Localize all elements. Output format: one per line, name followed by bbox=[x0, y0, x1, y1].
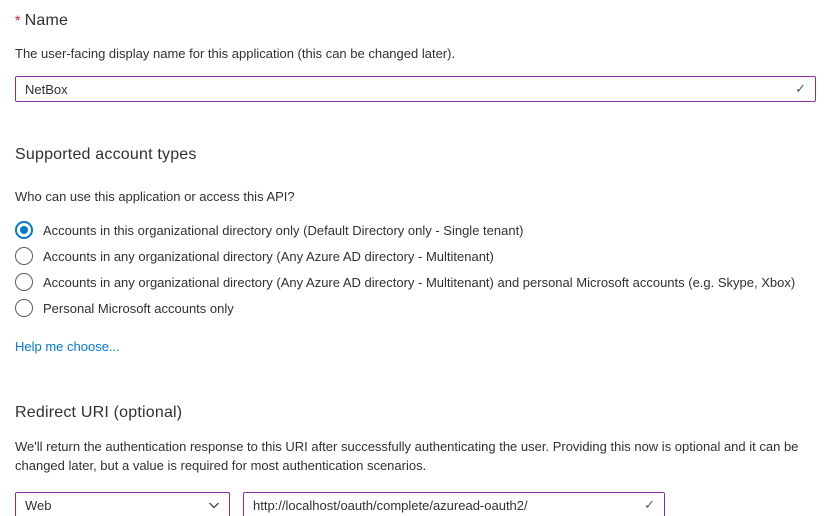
help-me-choose-link[interactable]: Help me choose... bbox=[15, 339, 120, 354]
radio-option-single-tenant[interactable] bbox=[15, 217, 815, 243]
required-asterisk: * bbox=[15, 12, 21, 28]
radio-button-icon[interactable] bbox=[15, 273, 33, 291]
name-input-container bbox=[15, 76, 816, 102]
account-types-heading: Supported account types bbox=[15, 146, 197, 163]
radio-option-multitenant[interactable] bbox=[15, 243, 815, 269]
name-label: Name bbox=[24, 12, 69, 29]
account-types-radio-group bbox=[15, 217, 815, 321]
name-section-heading bbox=[15, 12, 815, 30]
platform-select-value: Web bbox=[25, 497, 52, 513]
redirect-uri-heading: Redirect URI (optional) bbox=[15, 404, 183, 421]
radio-option-label: Accounts in any organizational directory (Any Azure AD directory - Multitenant) bbox=[43, 248, 494, 264]
radio-option-personal-only[interactable] bbox=[15, 295, 815, 321]
radio-button-icon[interactable] bbox=[15, 221, 33, 239]
redirect-uri-description: We'll return the authentication response to this URI after successfully authenticating the user. Providing this now is optional and it can be changed later, but a value is required for most authentication scenarios. bbox=[15, 439, 799, 473]
redirect-uri-row bbox=[15, 492, 815, 516]
radio-option-label: Personal Microsoft accounts only bbox=[43, 300, 234, 316]
name-description: The user-facing display name for this application (this can be changed later). bbox=[15, 46, 456, 61]
radio-option-label: Accounts in any organizational directory (Any Azure AD directory - Multitenant) and personal Microsoft accounts (e.g. Skype, Xbox) bbox=[43, 274, 796, 290]
radio-button-icon[interactable] bbox=[15, 247, 33, 265]
redirect-uri-input-container bbox=[243, 492, 665, 516]
chevron-down-icon bbox=[207, 498, 221, 512]
radio-button-icon[interactable] bbox=[15, 299, 33, 317]
account-types-question: Who can use this application or access this API? bbox=[15, 189, 295, 204]
name-input[interactable] bbox=[16, 77, 815, 101]
valid-checkmark-icon: ✓ bbox=[644, 497, 655, 512]
platform-select[interactable] bbox=[15, 492, 230, 516]
redirect-uri-input[interactable] bbox=[244, 493, 664, 516]
valid-checkmark-icon: ✓ bbox=[795, 81, 806, 96]
radio-option-label: Accounts in this organizational directory only (Default Directory only - Single tenant) bbox=[43, 222, 524, 238]
radio-option-multitenant-personal[interactable] bbox=[15, 269, 815, 295]
